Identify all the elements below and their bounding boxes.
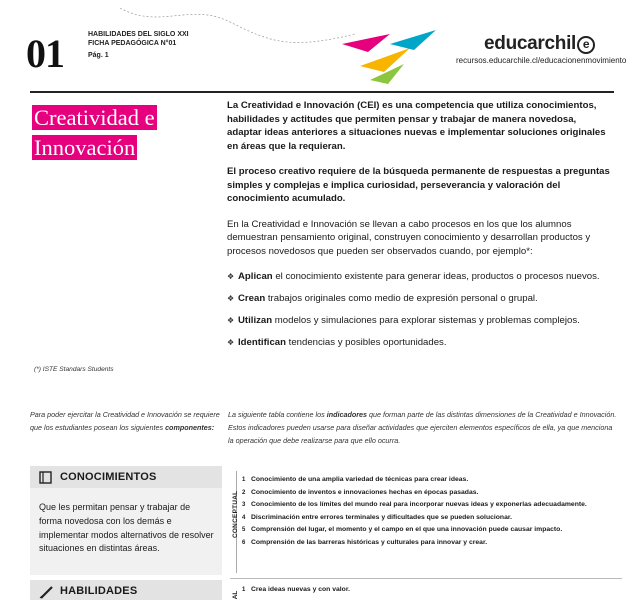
footnote: (*) ISTE Standars Students xyxy=(34,366,114,373)
brand-name: educarchil xyxy=(484,33,577,54)
panel-title: HABILIDADES xyxy=(60,585,138,597)
header-divider xyxy=(30,91,614,93)
page-number: Pág. 1 xyxy=(88,52,109,59)
paper-planes-icon xyxy=(340,26,450,86)
list-item: ❖ Aplican el conocimiento existente para generar ideas, productos o procesos nuevos. xyxy=(227,271,600,282)
list-item: 3 Conocimiento de los límites del mundo real para incorporar nuevas ideas y exponerlas adecuadamente. xyxy=(242,501,587,509)
resource-url[interactable]: recursos.educarchile.cl/educacionenmovimiento xyxy=(456,56,627,65)
page-title xyxy=(32,103,202,163)
diamond-bullet-icon: ❖ xyxy=(227,338,235,347)
habilidades-indicators xyxy=(242,584,622,596)
book-icon xyxy=(39,471,53,484)
page-title-text: Creatividad e Innovación xyxy=(34,105,155,160)
pencil-icon xyxy=(39,585,55,599)
page-header xyxy=(0,0,637,90)
brand-e-icon: e xyxy=(577,36,595,54)
dimension-label: AL xyxy=(232,590,239,600)
list-item: 1 Conocimiento de una amplia variedad de técnicas para crear ideas. xyxy=(242,476,469,483)
educarchile-logo[interactable] xyxy=(484,33,595,55)
intro-paragraph-3: En la Creatividad e Innovación se llevan a cabo procesos en los que los alumnos demuestran pensamiento original, construyen conocimiento y desarrollan productos y procesos novedosos que pueden ser observados cuando, por ejemplo*: xyxy=(227,218,591,257)
dimension-label: CONCEPTUAL xyxy=(232,490,239,538)
panel-title: CONOCIMIENTOS xyxy=(60,471,157,483)
dotted-swirl-decoration xyxy=(120,0,360,60)
example-list xyxy=(227,270,611,350)
panel-header xyxy=(30,580,222,600)
conocimientos-indicators xyxy=(242,474,622,549)
diamond-bullet-icon: ❖ xyxy=(227,316,235,325)
intro-section xyxy=(227,99,611,358)
intro-paragraph-2: El proceso creativo requiere de la búsqueda permanente de respuestas a preguntas simples y complejas e implica curiosidad, perseverancia y valoración del conocimiento acumulado. xyxy=(227,166,610,204)
habilidades-panel xyxy=(30,580,222,600)
list-item: ❖ Crean trabajos originales como medio de expresión personal o grupal. xyxy=(227,293,538,304)
conocimientos-panel xyxy=(30,466,222,575)
list-item: ❖ Identifican tendencias y posibles oportunidades. xyxy=(227,337,447,348)
panel-description: Que les permitan pensar y trabajar de forma novedosa con los demás e implementar modos alternativos de resolver situaciones en distintas áreas. xyxy=(39,502,214,554)
panel-header xyxy=(30,466,222,488)
sheet-number: 01 xyxy=(26,31,64,76)
section-divider xyxy=(230,578,622,579)
meta-series: HABILIDADES DEL SIGLO XXI xyxy=(88,31,189,38)
diamond-bullet-icon: ❖ xyxy=(227,294,235,303)
intro-paragraph-1: La Creatividad e Innovación (CEI) es una competencia que utiliza conocimientos, habilidades y actitudes que permiten pensar y trabajar de manera novedosa, adaptar ideas anteriores a situaciones nuevas e implementar soluciones originales en áreas que la requieran. xyxy=(227,100,606,152)
list-item: 4 Discriminación entre errores terminales y dificultades que se pueden solucionar. xyxy=(242,513,513,521)
meta-sheet: FICHA PEDAGÓGICA N°01 xyxy=(88,39,177,47)
diamond-bullet-icon: ❖ xyxy=(227,272,235,281)
list-item: ❖ Utilizan modelos y simulaciones para explorar sistemas y problemas complejos. xyxy=(227,315,580,326)
indicators-caption: La siguiente tabla contiene los indicadores que forman parte de las distintas dimensiones de la Creatividad e Innovación. Estos indicadores pueden usarse para diseñar actividades que ejerciten elementos específicos de ella, ya que menciona la operación que debe realizarse para que ello ocurra. xyxy=(228,410,617,445)
list-item: 1 Crea ideas nuevas y con valor. xyxy=(242,586,350,593)
list-item: 6 Comprensión de las barreras históricas y culturales para innovar y crear. xyxy=(242,538,488,546)
list-item: 2 Conocimiento de inventos e innovaciones hechas en épocas pasadas. xyxy=(242,488,479,496)
components-caption: Para poder ejercitar la Creatividad e Innovación se requiere que los estudiantes posean los siguientes componentes: xyxy=(30,410,220,432)
list-item: 5 Comprensión del lugar, el momento y el campo en el que una innovación puede causar impacto. xyxy=(242,526,563,534)
